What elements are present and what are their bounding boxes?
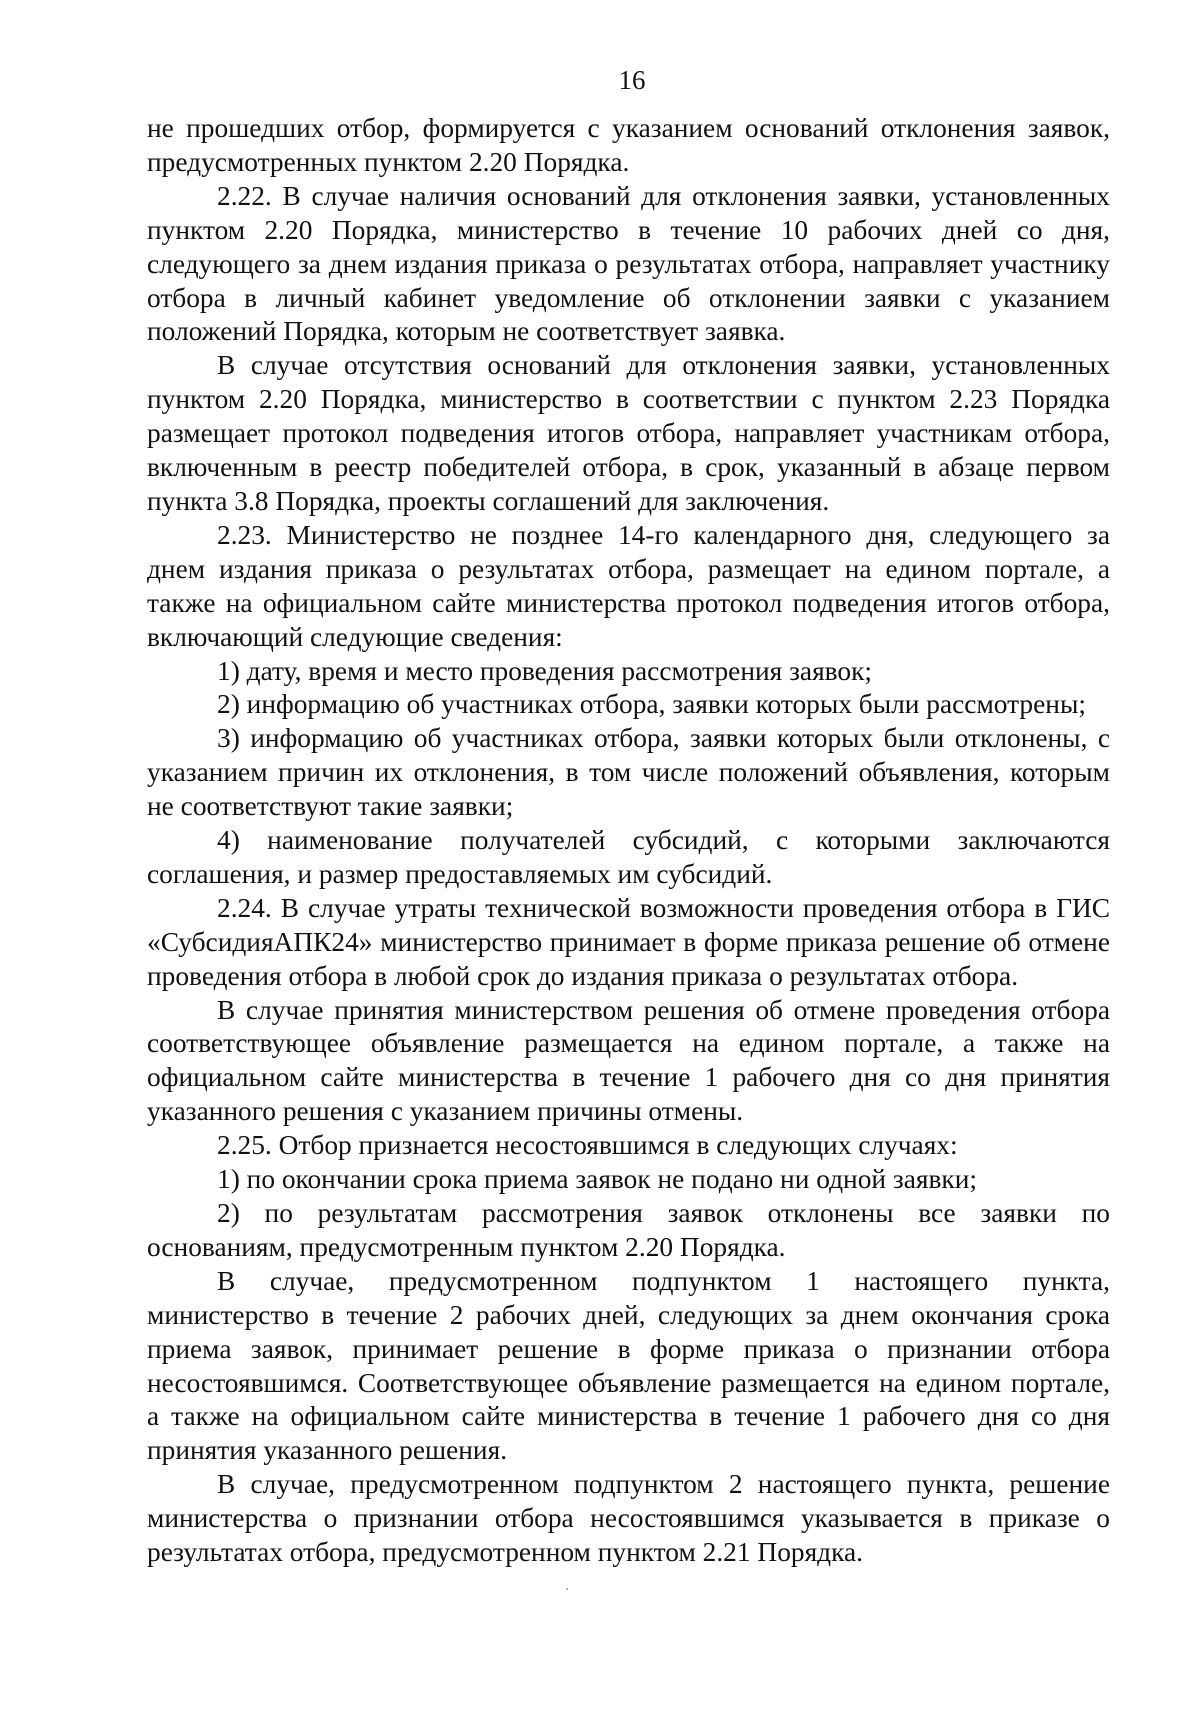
paragraph-2-24: 2.24. В случае утраты технической возможности проведения отбора в ГИС «СубсидияАПК24» министерство принимает в форме приказа решение об отмене проведения отбора в любой срок до издания приказа о результатах отбора. — [147, 892, 1110, 991]
paragraph-continuation: не прошедших отбор, формируется с указанием оснований отклонения заявок, предусмотренных пунктом 2.20 Порядка. — [147, 113, 1110, 177]
paragraph-case-subitem-1: В случае, предусмотренном подпунктом 1 настоящего пункта, министерство в течение 2 рабочих дней, следующих за днем окончания срока приема заявок, принимает решение в форме приказа о признании отбора несостоявшимся. Соответствующее объявление размещается на едином портале, а также на официальном сайте министерства в течение 1 рабочего дня со дня принятия указанного решения. — [147, 1265, 1110, 1466]
list-item-1: 1) дату, время и место проведения рассмотрения заявок; — [217, 655, 873, 686]
paragraph-2-25: 2.25. Отбор признается несостоявшимся в следующих случаях: — [217, 1130, 958, 1161]
list-item-2: 2) информацию об участниках отбора, заявки которых были рассмотрены; — [217, 689, 1086, 720]
paragraph-cancel-decision: В случае принятия министерством решения об отмене проведения отбора соответствующее объявление размещается на едином портале, а также на официальном сайте министерства в течение 1 рабочего дня со дня принятия указанного решения с указанием причины отмены. — [147, 994, 1110, 1127]
subitem-2: 2) по результатам рассмотрения заявок отклонены все заявки по основаниям, предусмотренным пунктом 2.20 Порядка. — [147, 1198, 1110, 1262]
document-text — [147, 112, 1110, 1570]
scan-speck — [566, 1588, 568, 1590]
page-number: 16 — [618, 65, 646, 95]
subitem-1: 1) по окончании срока приема заявок не подано ни одной заявки; — [217, 1164, 977, 1195]
paragraph-2-23: 2.23. Министерство не позднее 14-го календарного дня, следующего за днем издания приказа о результатах отбора, размещает на едином портале, а также на официальном сайте министерства протокол подведения итогов отбора, включающий следующие сведения: — [147, 519, 1110, 652]
paragraph-no-grounds: В случае отсутствия оснований для отклонения заявки, установленных пунктом 2.20 Порядка, министерство в соответствии с пунктом 2.23 Порядка размещает протокол подведения итогов отбора, направляет участникам отбора, включенным в реестр победителей отбора, в срок, указанный в абзаце первом пункта 3.8 Порядка, проекты соглашений для заключения. — [147, 350, 1110, 516]
paragraph-2-22: 2.22. В случае наличия оснований для отклонения заявки, установленных пунктом 2.20 Порядка, министерство в течение 10 рабочих дней со дня, следующего за днем издания приказа о результатах отбора, направляет участнику отбора в личный кабинет уведомление об отклонении заявки с указанием положений Порядка, которым не соответствует заявка. — [147, 180, 1110, 347]
paragraph-case-subitem-2: В случае, предусмотренном подпунктом 2 настоящего пункта, решение министерства о признании отбора несостоявшимся указывается в приказе о результатах отбора, предусмотренном пунктом 2.21 Порядка. — [147, 1469, 1110, 1568]
list-item-3: 3) информацию об участниках отбора, заявки которых были отклонены, с указанием причин их отклонения, в том числе положений объявления, которым не соответствуют такие заявки; — [147, 723, 1110, 822]
list-item-4: 4) наименование получателей субсидий, с которыми заключаются соглашения, и размер предоставляемых им субсидий. — [147, 825, 1110, 889]
